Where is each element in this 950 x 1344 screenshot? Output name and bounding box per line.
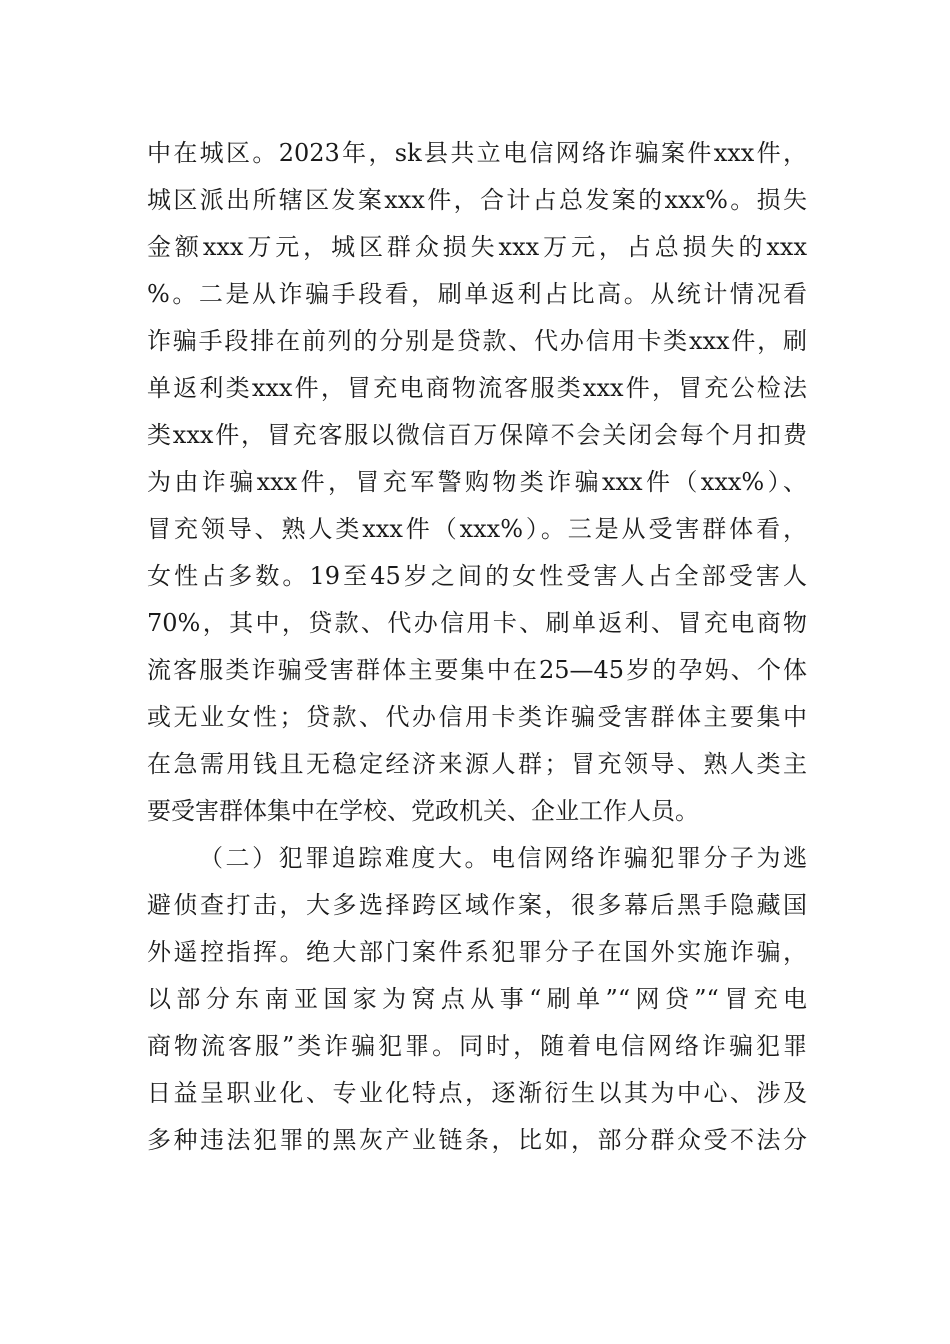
text-line: 单返利类xxx件，冒充电商物流客服类xxx件，冒充公检法 [147, 374, 807, 402]
text-line: 外遥控指挥。绝大部门案件系犯罪分子在国外实施诈骗， [147, 938, 807, 966]
text-line: 或无业女性；贷款、代办信用卡类诈骗受害群体主要集中 [147, 703, 807, 731]
text-line: 商物流客服”类诈骗犯罪。同时，随着电信网络诈骗犯罪 [147, 1032, 807, 1060]
document-body [147, 130, 807, 1164]
text-line: 避侦查打击，大多选择跨区域作案，很多幕后黑手隐藏国 [147, 891, 807, 919]
text-line: 冒充领导、熟人类xxx件（xxx%）。三是从受害群体看， [147, 515, 807, 543]
text-line: 多种违法犯罪的黑灰产业链条，比如，部分群众受不法分 [147, 1126, 807, 1154]
text-line: %。二是从诈骗手段看，刷单返利占比高。从统计情况看 [147, 280, 807, 308]
section-heading-line: （二）犯罪追踪难度大。电信网络诈骗犯罪分子为逃 [199, 844, 807, 872]
text-line: 类xxx件，冒充客服以微信百万保障不会关闭会每个月扣费 [147, 421, 807, 449]
text-line: 中在城区。2023年，sk县共立电信网络诈骗案件xxx件， [147, 139, 807, 167]
text-line: 女性占多数。19至45岁之间的女性受害人占全部受害人 [147, 562, 807, 590]
text-line: 以部分东南亚国家为窝点从事“刷单”“网贷”“冒充电 [147, 985, 807, 1013]
text-line: 流客服类诈骗受害群体主要集中在25—45岁的孕妈、个体 [147, 656, 807, 684]
text-line: 诈骗手段排在前列的分别是贷款、代办信用卡类xxx件，刷 [147, 327, 807, 355]
text-line: 城区派出所辖区发案xxx件，合计占总发案的xxx%。损失 [147, 186, 807, 214]
text-line: 70%，其中，贷款、代办信用卡、刷单返利、冒充电商物 [147, 609, 807, 637]
text-line-paragraph-end: 要受害群体集中在学校、党政机关、企业工作人员。 [147, 797, 699, 825]
text-line: 为由诈骗xxx件，冒充军警购物类诈骗xxx件（xxx%）、 [147, 468, 807, 496]
text-line: 日益呈职业化、专业化特点，逐渐衍生以其为中心、涉及 [147, 1079, 807, 1107]
text-line: 金额xxx万元，城区群众损失xxx万元，占总损失的xxx [147, 233, 807, 261]
text-line: 在急需用钱且无稳定经济来源人群；冒充领导、熟人类主 [147, 750, 807, 778]
